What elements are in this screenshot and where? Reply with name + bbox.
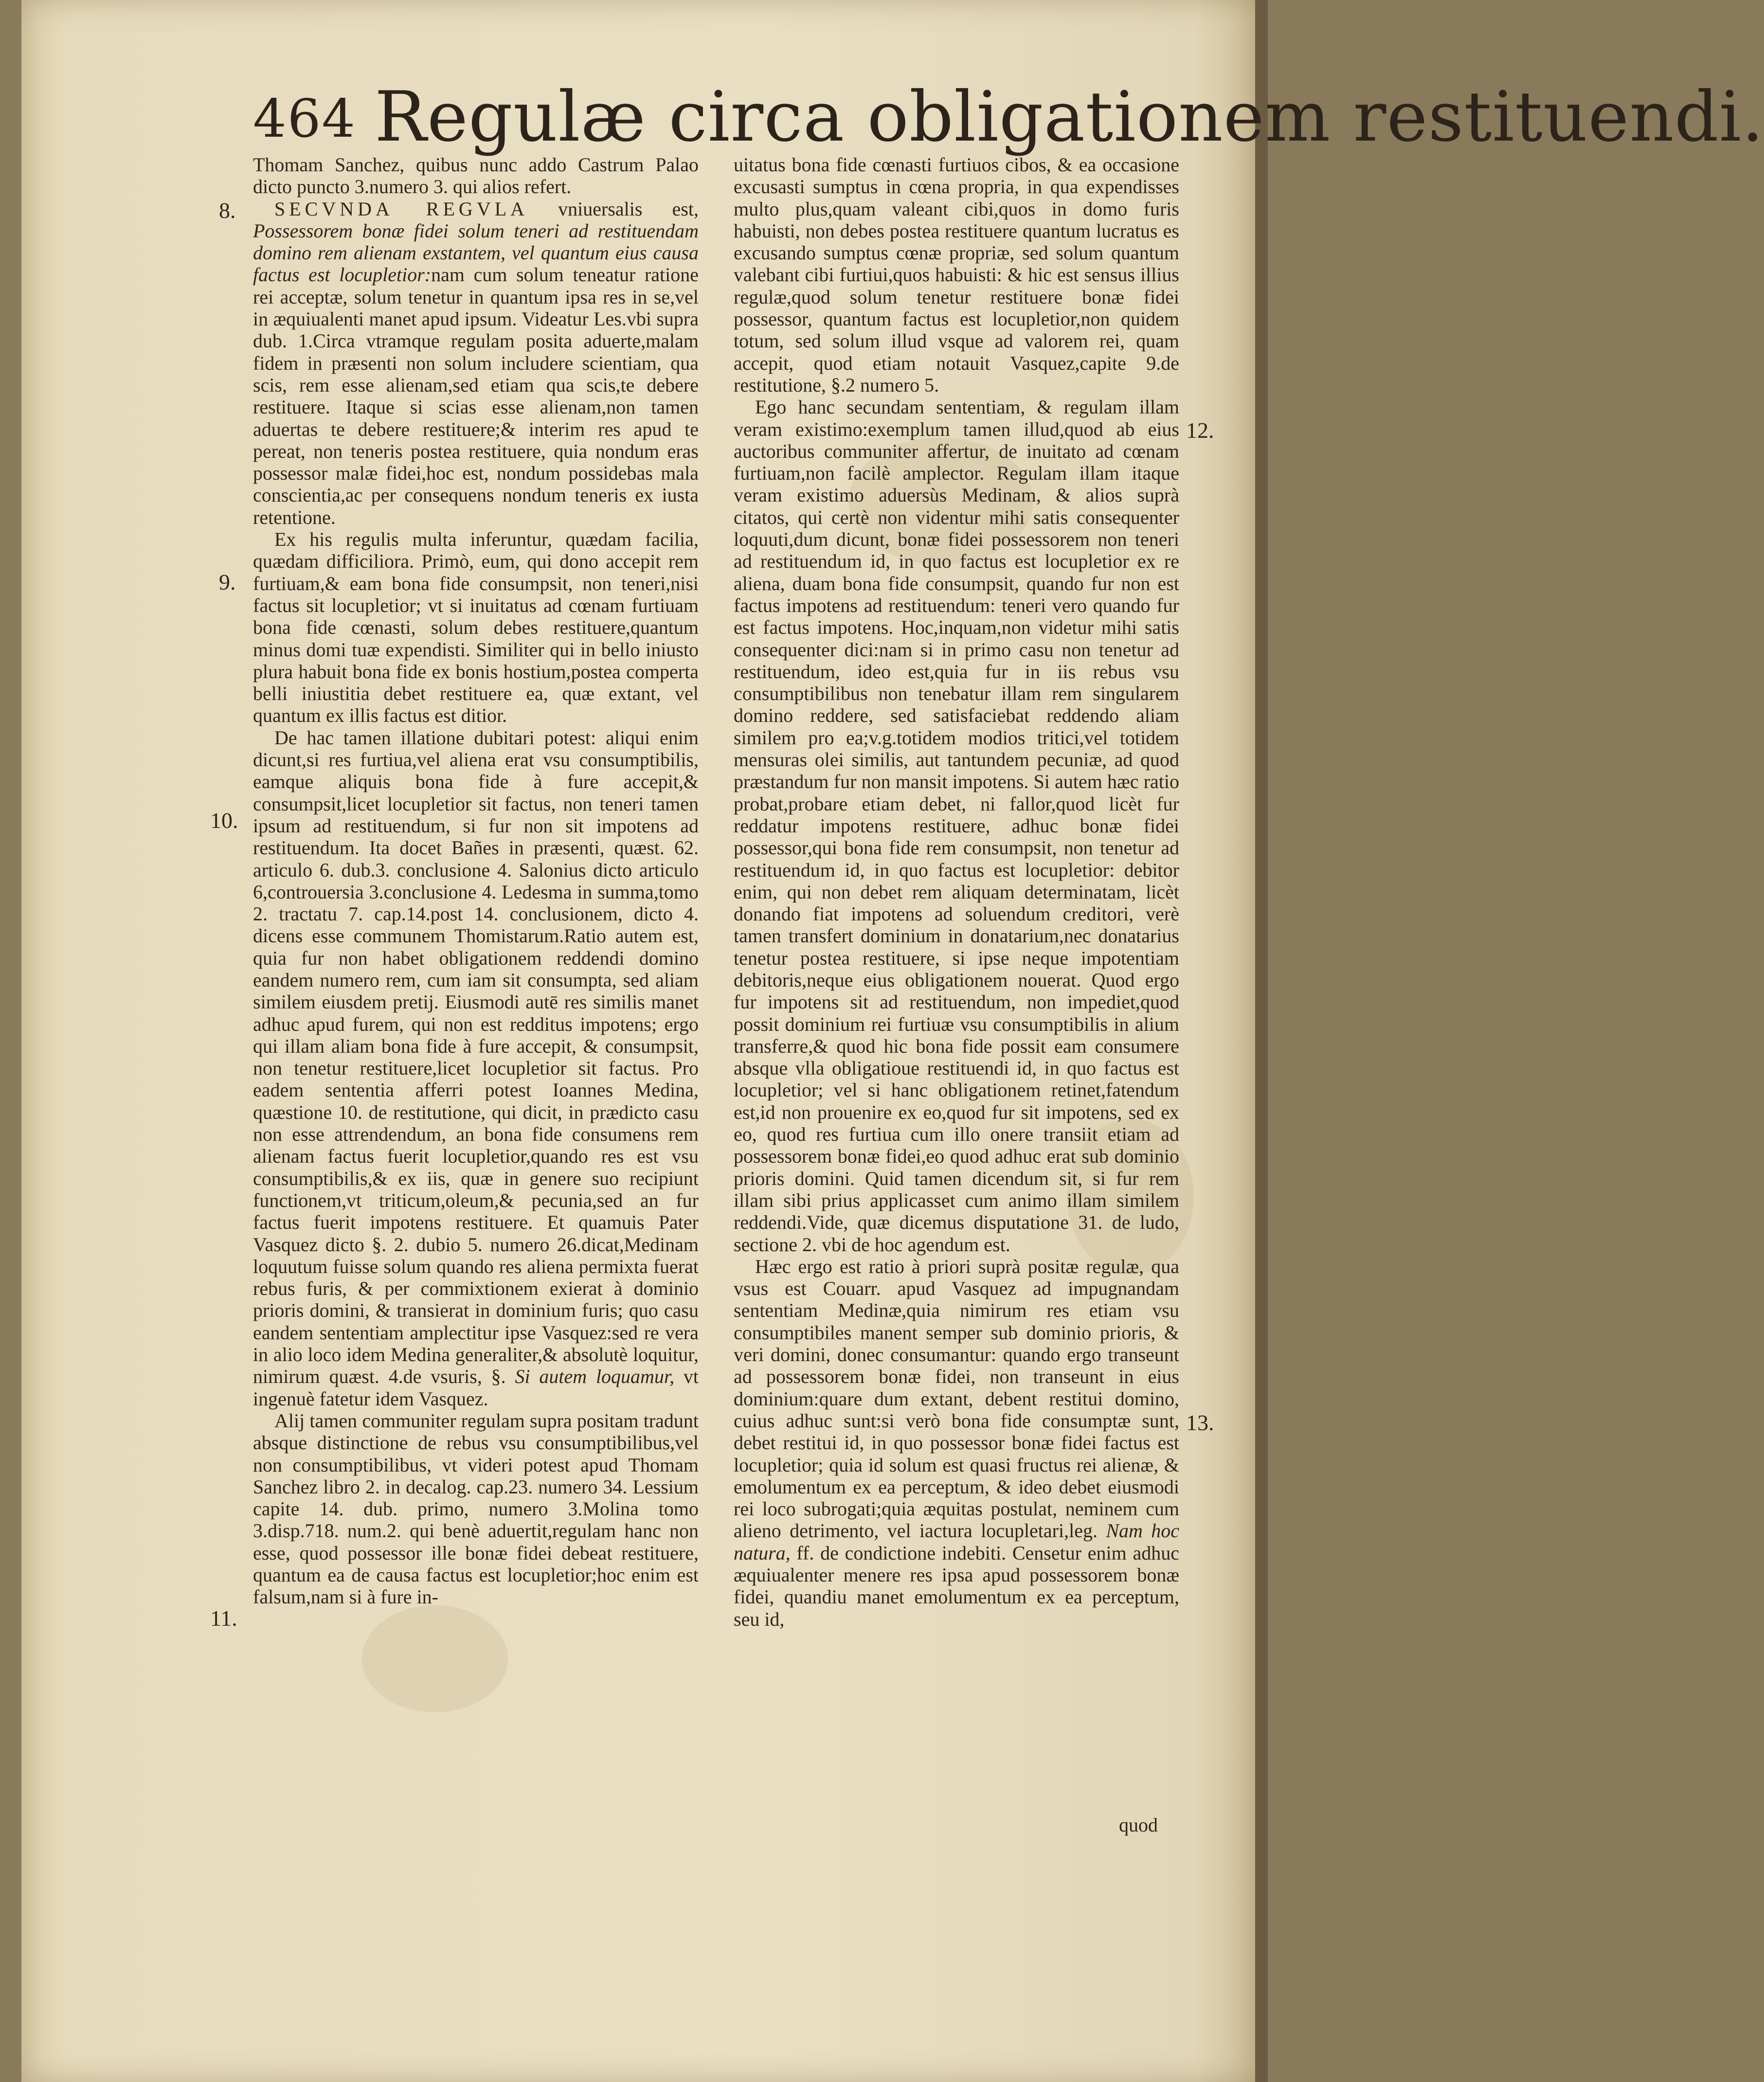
text-run: vniuersalis est, — [528, 197, 699, 220]
paragraph: uitatus bona fide cœnasti furtiuos cibos, & ea occasione excusasti sumptus in cœna propria, in qua expendisses multo plus,quam valeant cibi,quos in domo furis habuisti, non debes postea restituere quantum lucratus es excusando sumptus cœnæ propriæ, sed solum quantum valebant cibi furtiui,quos habuisti: & hic est sensus illius regulæ,quod solum tenetur restituere bonæ fidei possessor, quantum factus est locupletior,non quidem totum, sed solum illud vsque ad valorem rei, quam accepit, quod etiam notauit Vasquez,capite 9.de restitutione, §.2 numero 5. — [734, 154, 1179, 396]
page-edge — [1255, 0, 1268, 2082]
catchword: quod — [1119, 1814, 1158, 1836]
margin-number: 12. — [1186, 418, 1214, 443]
paragraph — [253, 198, 699, 528]
italic-run: Si autem loquamur, — [515, 1365, 675, 1388]
rule-heading: SECVNDA REGVLA — [274, 197, 529, 220]
text-run: vt ingenuè fatetur idem Vasquez. — [253, 1365, 699, 1410]
margin-number: 11. — [210, 1606, 237, 1631]
paragraph — [734, 1256, 1179, 1630]
paragraph — [253, 727, 699, 1410]
margin-number: 8. — [219, 198, 236, 223]
margin-number: 13. — [1186, 1410, 1214, 1435]
left-column — [253, 154, 699, 1608]
right-column — [734, 154, 1179, 1630]
paper-stain — [362, 1605, 508, 1712]
margin-number: 9. — [219, 570, 236, 594]
margin-number: 10. — [210, 808, 238, 833]
running-title: Regulæ circa obligationem restituendi. — [375, 77, 1764, 157]
paragraph: Thomam Sanchez, quibus nunc addo Castrum Palao dicto puncto 3.numero 3. qui alios refert. — [253, 154, 699, 198]
italic-run: Possessorem bonæ fidei solum teneri ad restituendam domino rem alienam exstantem, vel quantum eius causa factus est locupletior: — [253, 219, 699, 286]
paragraph: Ex his regulis multa inferuntur, quædam facilia, quædam difficiliora. Primò, eum, qui dono accepit rem furtiuam,& eam bona fide consumpsit, non teneri,nisi factus sit locupletior; vt si inuitatus ad cœnam furtiuam bona fide cœnasti, solum debes restituere,quantum minus domi tuæ expendisti. Similiter qui in bello iniusto plura habuit bona fide ex bonis hostium,postea comperta belli iniustitia debet restituere ea, quæ extant, vel quantum ex illis factus est ditior. — [253, 528, 699, 727]
text-run: ff. de condictione indebiti. Censetur enim adhuc æquiualenter menere res ipsa apud possessorem bonæ fidei, quandiu manet emolumentum ex ea perceptum, seu id, — [734, 1542, 1179, 1630]
page-number: 464 — [253, 89, 357, 149]
text-run: nam cum solum teneatur ratione rei acceptæ, solum tenetur in quantum ipsa res in se,vel in æquiualenti manet apud ipsum. Videatur Les.vbi supra dub. 1.Circa vtramque regulam posita aduerte,malam fidem in præsenti non solum includere scientiam, qua scis, rem esse alienam,sed etiam qua scis,te debere restituere. Itaque si scias esse alienam,non tamen aduertas te debere restituere;& interim res apud te pereat, non teneris postea restituere, quia nondum eras possessor malæ fidei,hoc est, nondum possidebas mala conscientia,ac per consequens nondum teneris ex iusta retentione. — [253, 264, 699, 528]
text-run: De hac tamen illatione dubitari potest: aliqui enim dicunt,si res furtiua,vel aliena erat vsu consumptibilis, eamque aliquis bona fide à fure accepit,& consumpsit,licet locupletior sit factus, non teneri tamen ipsum ad restituendum, si fur non sit impotens ad restituendum. Ita docet Bañes in præsenti, quæst. 62. articulo 6. dub.3. conclusione 4. Salonius dicto articulo 6,controuersia 3.conclusione 4. Ledesma in summa,tomo 2. tractatu 7. cap.14.post 14. conclusionem, dicto 4. dicens esse communem Thomistarum.Ratio autem est, quia fur non habet obligationem reddendi domino eandem numero rem, cum iam sit consumpta, sed aliam similem eiusdem pretij. Eiusmodi autē res similis manet adhuc apud furem, qui non est redditus impotens; ergo qui illam aliam bona fide à fure accepit, & consumpsit, non tenetur restituere,licet locupletior sit factus. Pro eadem sententia afferri potest Ioannes Medina, quæstione 10. de restitutione, qui dicit, in prædicto casu non esse attrendendum, an bona fide consumens rem alienam factus fuerit locupletior,quando res est vsu consumptibilis,& ex iis, quæ in genere suo recipiunt functionem,vt triticum,oleum,& pecunia,sed an fur factus fuerit impotens restituere. Et quamuis Pater Vasquez dicto §. 2. dubio 5. numero 26.dicat,Medinam loquutum fuisse solum quando res aliena permixta fuerat rebus furis, & per commixtionem exierat à dominio prioris domini, & transierat in dominium furis; quo casu eandem sententiam amplectitur ipse Vasquez:sed re vera in alio loco idem Medina generaliter,& absolutè loquitur, nimirum quæst. 4.de vsuris, §. — [253, 726, 699, 1388]
italic-run: Nam hoc natura, — [734, 1520, 1179, 1564]
paragraph: Alij tamen communiter regulam supra positam tradunt absque distinctione de rebus vsu consumptibilibus,vel non consumptibilibus, vt videri potest apud Thomam Sanchez libro 2. in decalog. cap.23. numero 34. Lessium capite 14. dub. primo, numero 3.Molina tomo 3.disp.718. num.2. qui benè aduertit,regulam hanc non esse, quod possessor ille bonæ fidei debeat restituere, quantum ea de causa factus est locupletior;hoc enim est falsum,nam si à fure in- — [253, 1409, 699, 1608]
paragraph: Ego hanc secundam sententiam, & regulam illam veram existimo:exemplum tamen illud,quod ab eius auctoribus communiter affertur, de inuitato ad cœnam furtiuam,non facilè amplector. Regulam illam itaque veram existimo aduersùs Medinam, & alios suprà citatos, qui certè non videntur mihi satis consequenter loquuti,dum dicunt, bonæ fidei possessorem non teneri ad restituendum id, in quo factus est locupletior ex re aliena, duam bona fide consumpsit, quando fur non est factus impotens ad restituendum: teneri vero quando fur est factus impotens. Hoc,inquam,non videtur mihi satis consequenter dici:nam si in primo casu non tenetur ad restituendum, ideo est,quia fur in iis rebus vsu consumptibilibus non tenebatur illam rem singularem domino reddere, sed satisfaciebat reddendo aliam similem pro ea;v.g.totidem modios tritici,vel totidem mensuras olei similis, aut tantundem pecuniæ, ad quod præstandum fur non mansit impotens. Si autem hæc ratio probat,probare etiam debet, ni fallor,quod licèt fur reddatur impotens restituere, adhuc bonæ fidei possessor,qui bona fide rem consumpsit, non tenetur ad restituendum id, in quo factus est locupletior: debitor enim, qui non debet rem aliquam determinatam, licèt donando fiat impotens ad soluendum creditori, verè tamen transfert dominium in donatarium,nec donatarius tenetur postea restituere, si ipse neque impotentiam debitoris,neque eius obligationem nouerat. Quod ergo fur impotens sit ad restituendum, non impediet,quod possit dominium rei furtiuæ vsu consumptibilis in alium transferre,& quod hic bona fide possit eam consumere absque vlla obligatioue restituendi id, in quo factus est locupletior; vel si hanc obligationem retinet,fatendum est,id non prouenire ex eo,quod fur sit impotens, sed ex eo, quod res furtiua cum illo onere transiit etiam ad possessorem bonæ fidei,eo quod adhuc erat sub dominio prioris domini. Quid tamen dicendum sit, si fur rem illam sibi prius applicasset cum animo illam similem reddendi.Vide, quæ dicemus disputatione 31. de ludo, sectione 2. vbi de hoc agendum est. — [734, 396, 1179, 1256]
text-run: Hæc ergo est ratio à priori suprà positæ regulæ, qua vsus est Couarr. apud Vasquez ad impugnandam sententiam Medinæ,quia nimirum res etiam vsu consumptibiles manent semper sub dominio prioris, & veri domini, donec consumantur: quando ergo transeunt ad possessorem bonæ fidei, non transeunt in eius dominium:quare dum extant, debent restitui domino, cuius adhuc sunt:si verò bona fide consumptæ sunt, debet restitui id, in quo possessor bonæ fidei factus est locupletior; quia id solum est quasi fructus rei alienæ, & emolumentum ex ea perceptum, & ideo debet eiusmodi rei loco subrogati;quia æquitas postulat, neminem cum alieno detrimento, vel iactura locupletari,leg. — [734, 1255, 1179, 1542]
